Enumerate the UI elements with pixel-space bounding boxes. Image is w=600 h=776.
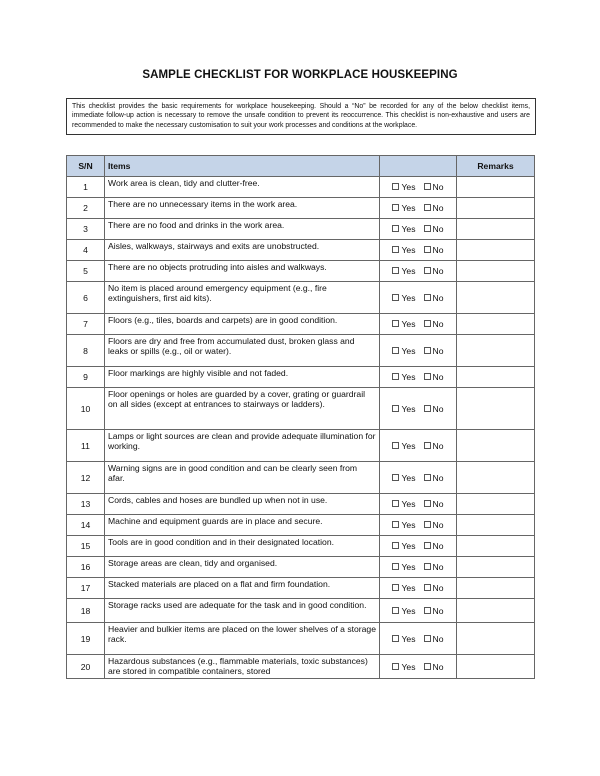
row-item-text: Cords, cables and hoses are bundled up when not in use. [105, 494, 380, 515]
remarks-cell[interactable] [457, 261, 535, 282]
remarks-cell[interactable] [457, 314, 535, 335]
yes-no-cell [380, 515, 457, 536]
table-row [67, 219, 535, 240]
table-row [67, 282, 535, 314]
no-label: No [432, 605, 444, 616]
no-label: No [432, 224, 444, 234]
remarks-cell[interactable] [457, 430, 535, 462]
remarks-cell[interactable] [457, 599, 535, 623]
table-row [67, 599, 535, 623]
no-checkbox[interactable] [424, 225, 431, 232]
row-item-text: Aisles, walkways, stairways and exits are unobstructed. [105, 240, 380, 261]
row-number: 1 [67, 177, 105, 198]
row-number: 15 [67, 536, 105, 557]
yes-no-cell [380, 282, 457, 314]
row-item-text: Stacked materials are placed on a flat and firm foundation. [105, 578, 380, 599]
no-checkbox[interactable] [424, 663, 431, 670]
no-label: No [432, 562, 444, 572]
row-number: 5 [67, 261, 105, 282]
yes-checkbox[interactable] [392, 474, 399, 481]
remarks-cell[interactable] [457, 240, 535, 261]
intro-box: This checklist provides the basic requirements for workplace housekeeping. Should a “No” be recorded for any of the below checklist items, immediate follow-up action is necessary to remove the unsafe condition to prevent its reoccurrence. This checklist is non-exhaustive and users are recommended to make the necessary customisation to suit your work processes and conditions at the workplace. [66, 98, 536, 135]
row-item-text: Floor openings or holes are guarded by a cover, grating or guardrail on all sides (except at entrances to stairways or ladders). [105, 388, 380, 430]
no-checkbox[interactable] [424, 584, 431, 591]
no-checkbox[interactable] [424, 635, 431, 642]
remarks-cell[interactable] [457, 655, 535, 679]
yes-label: Yes [401, 403, 416, 414]
yes-label: Yes [401, 319, 416, 329]
yes-checkbox[interactable] [392, 442, 399, 449]
no-label: No [432, 245, 444, 255]
yes-label: Yes [401, 633, 416, 644]
table-header-row [67, 156, 535, 177]
yes-no-cell [380, 430, 457, 462]
yes-checkbox[interactable] [392, 635, 399, 642]
no-label: No [432, 633, 444, 644]
row-item-text: Heavier and bulkier items are placed on the lower shelves of a storage rack. [105, 623, 380, 655]
row-item-text: Tools are in good condition and in their designated location. [105, 536, 380, 557]
row-number: 17 [67, 578, 105, 599]
no-checkbox[interactable] [424, 294, 431, 301]
no-label: No [432, 583, 444, 593]
table-row [67, 462, 535, 494]
yes-checkbox[interactable] [392, 373, 399, 380]
row-number: 18 [67, 599, 105, 623]
yes-no-cell [380, 655, 457, 679]
yes-label: Yes [401, 372, 416, 382]
yes-checkbox[interactable] [392, 320, 399, 327]
table-row [67, 335, 535, 367]
row-number: 3 [67, 219, 105, 240]
remarks-cell[interactable] [457, 335, 535, 367]
yes-checkbox[interactable] [392, 500, 399, 507]
table-row [67, 388, 535, 430]
yes-checkbox[interactable] [392, 521, 399, 528]
row-number: 8 [67, 335, 105, 367]
yes-no-cell [380, 335, 457, 367]
remarks-cell[interactable] [457, 557, 535, 578]
yes-label: Yes [401, 292, 416, 303]
no-checkbox[interactable] [424, 607, 431, 614]
yes-label: Yes [401, 499, 416, 509]
row-number: 14 [67, 515, 105, 536]
row-number: 12 [67, 462, 105, 494]
no-checkbox[interactable] [424, 183, 431, 190]
no-label: No [432, 345, 444, 356]
no-checkbox[interactable] [424, 320, 431, 327]
yes-no-cell [380, 578, 457, 599]
yes-checkbox[interactable] [392, 294, 399, 301]
header-items: Items [105, 156, 380, 177]
no-label: No [432, 203, 444, 213]
yes-checkbox[interactable] [392, 607, 399, 614]
yes-label: Yes [401, 472, 416, 483]
no-label: No [432, 319, 444, 329]
remarks-cell[interactable] [457, 219, 535, 240]
header-answer [380, 156, 457, 177]
yes-checkbox[interactable] [392, 542, 399, 549]
checklist-body [67, 177, 535, 679]
no-label: No [432, 292, 444, 303]
row-number: 4 [67, 240, 105, 261]
yes-checkbox[interactable] [392, 584, 399, 591]
no-label: No [432, 182, 444, 192]
remarks-cell[interactable] [457, 536, 535, 557]
yes-checkbox[interactable] [392, 183, 399, 190]
yes-label: Yes [401, 245, 416, 255]
no-label: No [432, 499, 444, 509]
remarks-cell[interactable] [457, 623, 535, 655]
no-label: No [432, 541, 444, 551]
yes-no-cell [380, 219, 457, 240]
row-item-text: Hazardous substances (e.g., flammable materials, toxic substances) are stored in compatible containers, stored [105, 655, 380, 679]
yes-label: Yes [401, 661, 416, 672]
no-checkbox[interactable] [424, 347, 431, 354]
row-number: 2 [67, 198, 105, 219]
row-item-text: No item is placed around emergency equipment (e.g., fire extinguishers, first aid kits). [105, 282, 380, 314]
remarks-cell[interactable] [457, 198, 535, 219]
remarks-cell[interactable] [457, 515, 535, 536]
table-row [67, 430, 535, 462]
yes-label: Yes [401, 440, 416, 451]
no-label: No [432, 472, 444, 483]
row-number: 6 [67, 282, 105, 314]
yes-no-cell [380, 623, 457, 655]
row-number: 19 [67, 623, 105, 655]
row-item-text: Floor markings are highly visible and not faded. [105, 367, 380, 388]
yes-checkbox[interactable] [392, 246, 399, 253]
remarks-cell[interactable] [457, 388, 535, 430]
yes-label: Yes [401, 182, 416, 192]
remarks-cell[interactable] [457, 282, 535, 314]
yes-label: Yes [401, 203, 416, 213]
yes-checkbox[interactable] [392, 563, 399, 570]
table-row [67, 536, 535, 557]
no-checkbox[interactable] [424, 267, 431, 274]
no-checkbox[interactable] [424, 246, 431, 253]
yes-label: Yes [401, 224, 416, 234]
no-label: No [432, 440, 444, 451]
yes-checkbox[interactable] [392, 663, 399, 670]
no-checkbox[interactable] [424, 204, 431, 211]
yes-label: Yes [401, 605, 416, 616]
table-row [67, 515, 535, 536]
no-label: No [432, 661, 444, 672]
table-row [67, 655, 535, 679]
table-row [67, 261, 535, 282]
row-item-text: Floors (e.g., tiles, boards and carpets) are in good condition. [105, 314, 380, 335]
no-checkbox[interactable] [424, 373, 431, 380]
yes-no-cell [380, 198, 457, 219]
yes-label: Yes [401, 520, 416, 530]
remarks-cell[interactable] [457, 177, 535, 198]
yes-label: Yes [401, 345, 416, 356]
row-item-text: There are no objects protruding into aisles and walkways. [105, 261, 380, 282]
row-item-text: Machine and equipment guards are in place and secure. [105, 515, 380, 536]
yes-no-cell [380, 367, 457, 388]
checklist-table [66, 155, 535, 679]
row-number: 7 [67, 314, 105, 335]
table-row [67, 240, 535, 261]
no-checkbox[interactable] [424, 521, 431, 528]
table-row [67, 177, 535, 198]
yes-no-cell [380, 177, 457, 198]
row-item-text: Lamps or light sources are clean and provide adequate illumination for working. [105, 430, 380, 462]
header-remarks: Remarks [457, 156, 535, 177]
yes-no-cell [380, 494, 457, 515]
yes-checkbox[interactable] [392, 347, 399, 354]
row-number: 10 [67, 388, 105, 430]
no-label: No [432, 520, 444, 530]
yes-label: Yes [401, 583, 416, 593]
row-number: 9 [67, 367, 105, 388]
yes-no-cell [380, 388, 457, 430]
remarks-cell[interactable] [457, 462, 535, 494]
row-item-text: There are no unnecessary items in the work area. [105, 198, 380, 219]
table-row [67, 314, 535, 335]
yes-checkbox[interactable] [392, 204, 399, 211]
row-number: 13 [67, 494, 105, 515]
yes-no-cell [380, 557, 457, 578]
row-item-text: Storage areas are clean, tidy and organised. [105, 557, 380, 578]
row-item-text: There are no food and drinks in the work area. [105, 219, 380, 240]
row-number: 16 [67, 557, 105, 578]
yes-checkbox[interactable] [392, 405, 399, 412]
row-number: 20 [67, 655, 105, 679]
yes-no-cell [380, 462, 457, 494]
no-label: No [432, 372, 444, 382]
table-row [67, 198, 535, 219]
row-item-text: Work area is clean, tidy and clutter-free. [105, 177, 380, 198]
yes-checkbox[interactable] [392, 225, 399, 232]
yes-checkbox[interactable] [392, 267, 399, 274]
row-number: 11 [67, 430, 105, 462]
no-checkbox[interactable] [424, 405, 431, 412]
header-sn: S/N [67, 156, 105, 177]
table-row [67, 578, 535, 599]
no-label: No [432, 266, 444, 276]
table-row [67, 494, 535, 515]
no-checkbox[interactable] [424, 474, 431, 481]
no-label: No [432, 403, 444, 414]
remarks-cell[interactable] [457, 494, 535, 515]
yes-no-cell [380, 240, 457, 261]
no-checkbox[interactable] [424, 563, 431, 570]
yes-label: Yes [401, 266, 416, 276]
no-checkbox[interactable] [424, 442, 431, 449]
yes-label: Yes [401, 562, 416, 572]
document-title: SAMPLE CHECKLIST FOR WORKPLACE HOUSKEEPING [142, 69, 458, 81]
yes-no-cell [380, 536, 457, 557]
row-item-text: Warning signs are in good condition and can be clearly seen from afar. [105, 462, 380, 494]
table-row [67, 557, 535, 578]
yes-no-cell [380, 261, 457, 282]
no-checkbox[interactable] [424, 542, 431, 549]
table-row [67, 367, 535, 388]
yes-label: Yes [401, 541, 416, 551]
row-item-text: Floors are dry and free from accumulated dust, broken glass and leaks or spills (e.g., oil or water). [105, 335, 380, 367]
remarks-cell[interactable] [457, 367, 535, 388]
yes-no-cell [380, 314, 457, 335]
yes-no-cell [380, 599, 457, 623]
row-item-text: Storage racks used are adequate for the task and in good condition. [105, 599, 380, 623]
no-checkbox[interactable] [424, 500, 431, 507]
remarks-cell[interactable] [457, 578, 535, 599]
table-row [67, 623, 535, 655]
